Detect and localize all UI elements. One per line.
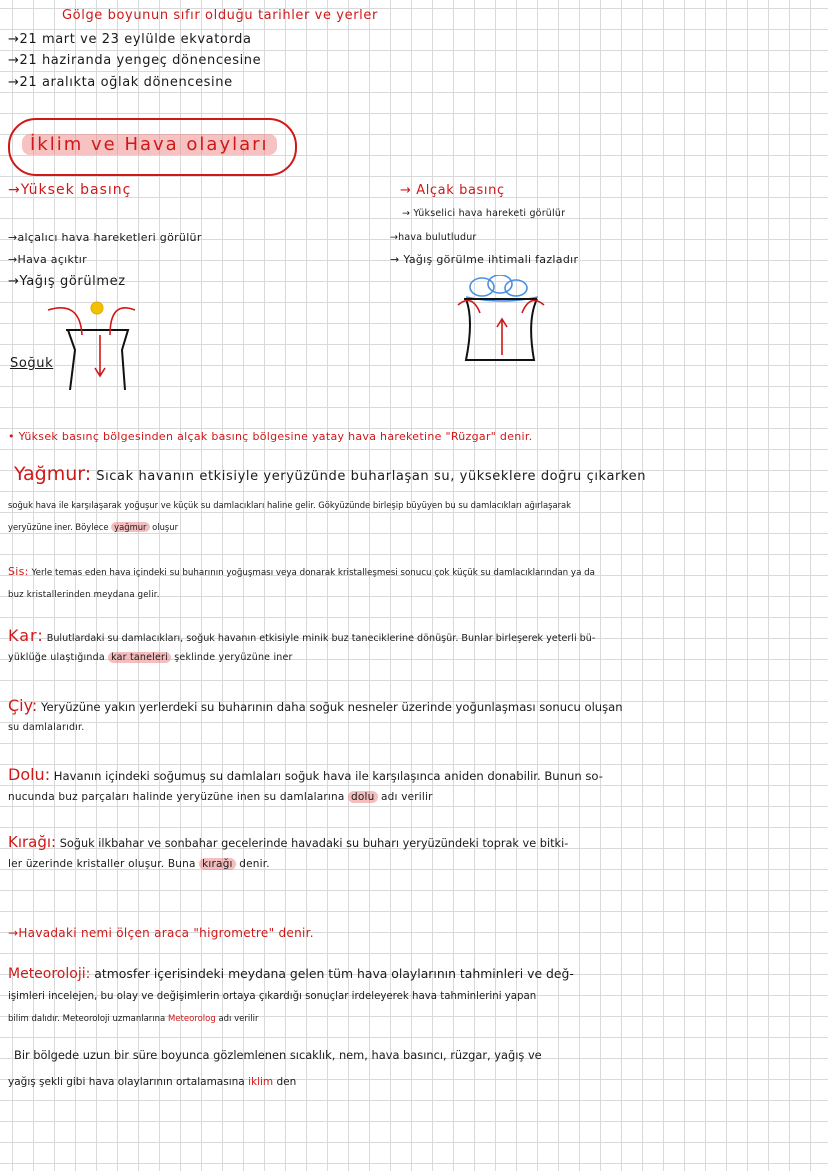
definition-kar — [8, 626, 595, 645]
text: yağış şekli gibi hava olaylarının ortalamasına — [8, 1076, 245, 1088]
text: yeryüzüne iner. Böylece — [8, 522, 109, 532]
definition-kiragi — [8, 833, 568, 851]
definition-text: buz kristallerinden meydana gelir. — [8, 590, 160, 600]
term: Yağmur: — [14, 463, 92, 485]
text: adı verilir — [218, 1014, 259, 1024]
term: Kırağı: — [8, 833, 57, 851]
list-item: →hava bulutludur — [390, 232, 477, 243]
text: yüklüğe ulaştığında — [8, 652, 105, 663]
highlight: yağmur — [111, 522, 149, 532]
list-item: →21 mart ve 23 eylülde ekvatorda — [8, 32, 252, 47]
term: Kar: — [8, 626, 44, 645]
definition-text: Yeryüzüne yakın yerlerdeki su buharının daha soğuk nesneler üzerinde yoğunlaşması sonucu oluşan — [41, 700, 623, 714]
definition-text: Yerle temas eden hava içindeki su buharının yoğuşması veya donarak kristalleşmesi sonucu çok küçük su damlacıklarından ya da — [31, 568, 595, 578]
text: bilim dalıdır. Meteoroloji uzmanlarına — [8, 1014, 166, 1024]
wind-note: • Yüksek basınç bölgesinden alçak basınç bölgesine yatay hava hareketine "Rüzgar" denir. — [8, 430, 533, 443]
high-pressure-heading: →Yüksek basınç — [8, 182, 132, 198]
text: nucunda buz parçaları halinde yeryüzüne inen su damlalarına — [8, 791, 345, 803]
term: Sis: — [8, 565, 29, 578]
climate-definition-2 — [8, 1076, 296, 1088]
highlight: dolu — [348, 791, 377, 803]
list-item: →Yağış görülmez — [8, 274, 126, 289]
definition-sis — [8, 565, 595, 578]
list-item: → Yükselici hava hareketi görülür — [402, 208, 566, 219]
term: Çiy: — [8, 696, 38, 715]
definition-text — [8, 858, 270, 870]
text: adı verilir — [381, 791, 433, 803]
list-item: →alçalıcı hava hareketleri görülür — [8, 231, 202, 244]
shadow-section-title: Gölge boyunun sıfır olduğu tarihler ve yerler — [62, 8, 378, 23]
term: Dolu: — [8, 765, 51, 784]
low-pressure-heading: → Alçak basınç — [400, 183, 505, 198]
definition-yagmur — [14, 463, 646, 485]
definition-text: su damlalarıdır. — [8, 722, 85, 733]
list-item: →21 aralıkta oğlak dönencesine — [8, 75, 233, 90]
page-title: İklim ve Hava olayları — [22, 134, 277, 155]
definition-text — [8, 1014, 258, 1024]
highlight: Meteorolog — [167, 1014, 216, 1024]
definition-text: Havanın içindeki soğumuş su damlaları soğuk hava ile karşılaşınca aniden donabilir. Bunun so- — [53, 769, 603, 783]
definition-text — [8, 522, 178, 532]
list-item: →Hava açıktır — [8, 253, 87, 266]
definition-text: soğuk hava ile karşılaşarak yoğuşur ve küçük su damlacıkları haline gelir. Gökyüzünde birleşip büyüyen bu su damlacıkları ağırlaşarak — [8, 500, 572, 510]
definition-text — [8, 652, 293, 663]
highlight: kırağı — [199, 858, 236, 870]
list-item: →21 haziranda yengeç dönencesine — [8, 53, 262, 68]
cold-label: Soğuk — [10, 356, 54, 371]
definition-text: Sıcak havanın etkisiyle yeryüzünde buharlaşan su, yükseklere doğru çıkarken — [96, 469, 647, 484]
definition-meteoroloji — [8, 966, 574, 982]
definition-dolu — [8, 765, 603, 784]
text: denir. — [239, 858, 270, 870]
sun-icon — [91, 302, 103, 314]
low-pressure-diagram — [452, 275, 552, 365]
definition-text: Bulutlardaki su damlacıkları, soğuk havanın etkisiyle minik buz taneciklerine dönüşür. Bunlar birleşerek yeterli bü- — [46, 633, 596, 644]
definition-ciy — [8, 696, 623, 715]
climate-definition: Bir bölgede uzun bir süre boyunca gözlemlenen sıcaklık, nem, hava basıncı, rüzgar, yağış ve — [14, 1048, 542, 1062]
text: den — [276, 1076, 297, 1088]
definition-text — [8, 791, 433, 803]
definition-text: atmosfer içerisindeki meydana gelen tüm hava olaylarının tahminleri ve değ- — [94, 966, 574, 981]
high-pressure-diagram — [40, 290, 150, 390]
list-item: → Yağış görülme ihtimali fazladır — [390, 253, 579, 266]
definition-text: işimleri incelejen, bu olay ve değişimlerin ortaya çıkardığı sonuçlar irdeleyerek hava tahminlerini yapan — [8, 991, 537, 1002]
text: ler üzerinde kristaller oluşur. Buna — [8, 858, 196, 870]
text: oluşur — [152, 522, 179, 532]
cloud-icon — [466, 275, 538, 301]
hygrometer-note: →Havadaki nemi ölçen araca "higrometre" denir. — [8, 926, 314, 940]
text: şeklinde yeryüzüne iner — [174, 652, 293, 663]
highlight: iklim — [248, 1076, 274, 1088]
term: Meteoroloji: — [8, 966, 91, 982]
definition-text: Soğuk ilkbahar ve sonbahar gecelerinde havadaki su buharı yeryüzündeki toprak ve bitki- — [59, 837, 569, 850]
highlight: kar taneleri — [108, 652, 171, 663]
